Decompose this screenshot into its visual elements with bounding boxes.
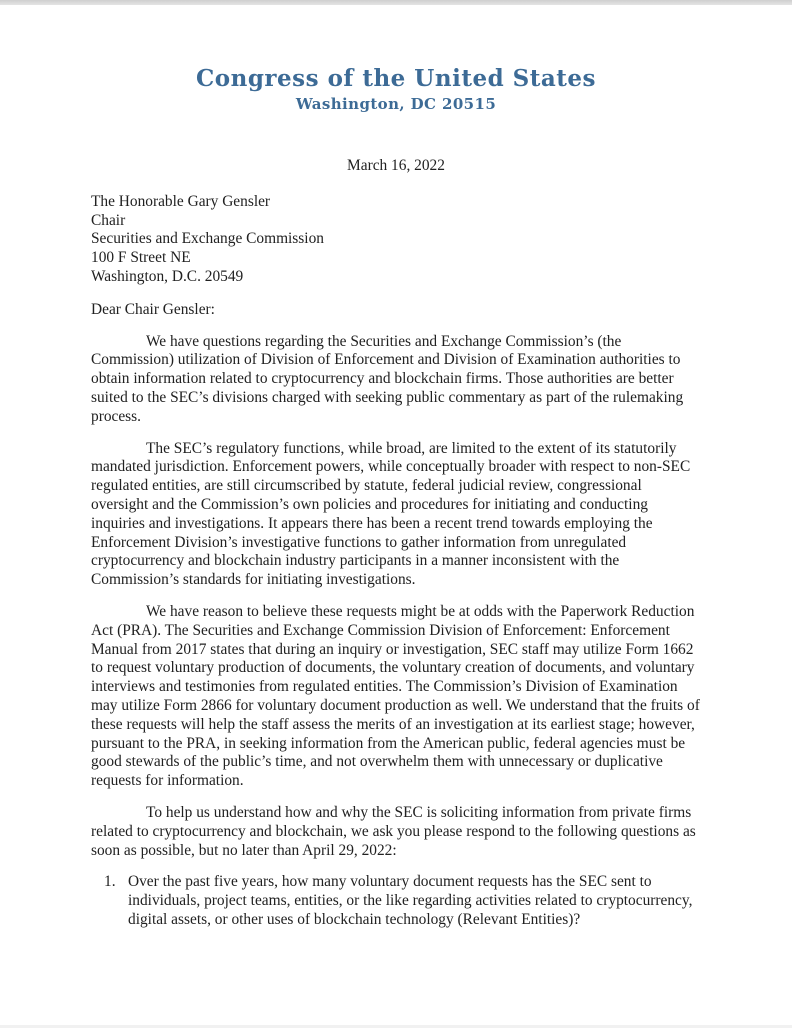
paragraph-4: To help us understand how and why the SEC is soliciting information from private firms related to cryptocurrency and blockchain, we ask you please respond to the following questions as soon as possible, but no later than April 29, 2022: [91, 803, 696, 859]
page-top-edge [0, 0, 792, 5]
letterhead [0, 66, 792, 113]
letter-date: March 16, 2022 [347, 157, 445, 174]
letterhead-title: Congress of the United States [195, 65, 597, 92]
paragraph-1: We have questions regarding the Securities and Exchange Commission’s (the Commission) utilization of Division of Enforcement and Division of Examination authorities to obtain information related to cryptocurrency and blockchain firms. Those authorities are better suited to the SEC’s divisions charged with seeking public commentary as part of the rulemaking process. [91, 332, 684, 425]
salutation: Dear Chair Gensler: [91, 300, 215, 318]
question-text: Over the past five years, how many voluntary document requests has the SEC sent to individuals, project teams, entities, or the like regarding activities related to cryptocurrency, digital assets, or other uses of blockchain technology (Relevant Entities)? [128, 873, 693, 928]
recipient-name-line: The Honorable Gary Gensler [91, 192, 271, 210]
letter-body [91, 333, 701, 930]
question-number: 1. [104, 873, 116, 891]
paragraph-3: We have reason to believe these requests might be at odds with the Paperwork Reduction Act (PRA). The Securities and Exchange Commission Division of Enforcement: Enforcement Manual from 2017 states that during an inquiry or investigation, SEC staff may utilize Form 1662 to request voluntary production of documents, the voluntary creation of documents, and voluntary interviews and testimonies from regulated entities. The Commission’s Division of Examination may utilize Form 2866 for voluntary document production as well. We understand that the fruits of these requests will help the staff assess the merits of an investigation at its earliest stage; however, pursuant to the PRA, in seeking information from the American public, federal agencies must be good stewards of the public’s time, and not overwhelm them with unnecessary or duplicative requests for information. [91, 602, 700, 790]
recipient-street-line: 100 F Street NE [91, 249, 191, 267]
recipient-org-line: Securities and Exchange Commission [91, 230, 324, 248]
letterhead-subtitle: Washington, DC 20515 [295, 95, 497, 113]
recipient-title-line: Chair [91, 211, 126, 229]
question-item-1 [91, 873, 701, 929]
paragraph-2: The SEC’s regulatory functions, while broad, are limited to the extent of its statutorily mandated jurisdiction. Enforcement powers, while conceptually broader with respect to non-SEC regulated entities, are still circumscribed by statute, federal judicial review, congressional oversight and the Commission’s own policies and procedures for initiating and conducting inquiries and investigations. It appears there has been a recent trend towards employing the Enforcement Division’s investigative functions to gather information from unregulated cryptocurrency and blockchain industry participants in a manner inconsistent with the Commission’s standards for initiating investigations. [91, 439, 691, 589]
recipient-address [91, 193, 701, 287]
recipient-city-line: Washington, D.C. 20549 [91, 267, 244, 285]
